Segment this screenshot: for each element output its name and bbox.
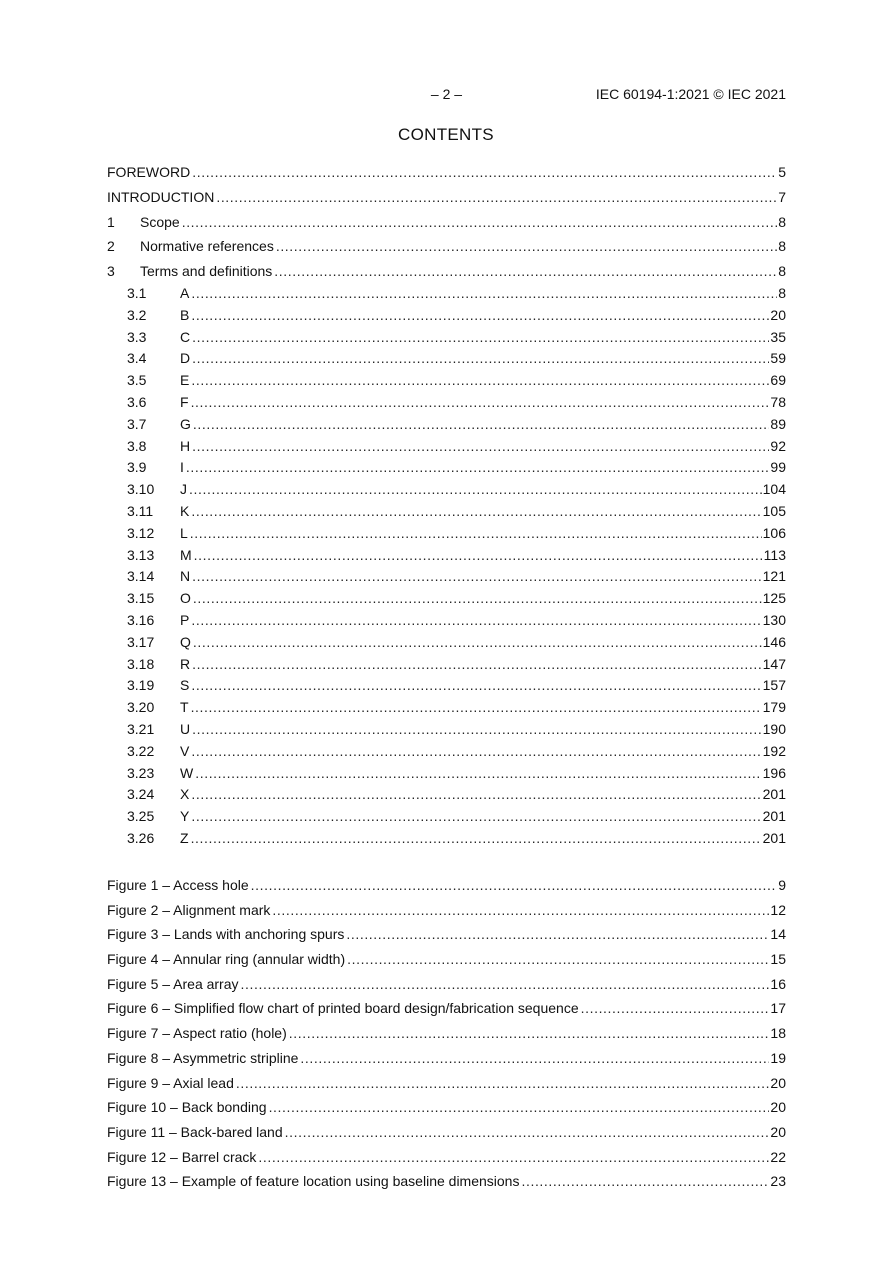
toc-entry[interactable]: [127, 370, 786, 392]
toc-entry-label: V: [180, 742, 190, 759]
dot-leader: [192, 719, 762, 741]
dot-leader: [192, 566, 762, 588]
toc-entry-label: T: [180, 699, 189, 716]
toc-entry[interactable]: [107, 259, 786, 284]
toc-entry-label: Figure 2 – Alignment mark: [107, 901, 271, 918]
toc-entry[interactable]: [127, 457, 786, 479]
dot-leader: [192, 654, 762, 676]
toc-entry-page: 9: [778, 877, 786, 893]
toc-entry[interactable]: [107, 234, 786, 259]
dot-leader: [276, 234, 777, 259]
toc-entry-label: Figure 4 – Annular ring (annular width): [107, 951, 346, 968]
toc-entry-number: 3.19: [127, 677, 155, 694]
toc-entry-number: 3.6: [127, 393, 147, 410]
dot-leader: [191, 784, 761, 806]
toc-entry-page: 99: [770, 459, 786, 476]
toc-entry-number: 3.7: [127, 415, 147, 432]
toc-entry-label: Q: [180, 633, 191, 650]
dot-leader: [347, 947, 769, 972]
toc-entry-label: U: [180, 720, 191, 737]
toc-entry-page: 59: [770, 350, 786, 367]
toc-entry-label: J: [180, 481, 187, 498]
toc-entry-label: Scope: [140, 213, 180, 230]
toc-entry-label: N: [180, 568, 191, 585]
toc-entry-page: 196: [762, 764, 786, 781]
toc-entry[interactable]: [127, 806, 786, 828]
dot-leader: [521, 1169, 769, 1194]
toc-entry-number: 3.24: [127, 786, 155, 803]
toc-entry-page: 89: [770, 415, 786, 432]
dot-leader: [216, 185, 777, 210]
toc-entry[interactable]: [127, 763, 786, 785]
toc-entry-label: F: [180, 393, 189, 410]
toc-entry[interactable]: [107, 210, 786, 235]
toc-entry-number: 3.15: [127, 590, 155, 607]
toc-entry[interactable]: [127, 501, 786, 523]
toc-entry-number: 3: [107, 263, 115, 280]
dot-leader: [193, 632, 762, 654]
toc-entry-page: 5: [778, 164, 786, 180]
toc-entry-page: 201: [762, 829, 786, 846]
toc-entry-page: 201: [762, 786, 786, 803]
toc-entry[interactable]: [127, 588, 786, 610]
dot-leader: [251, 873, 778, 898]
toc-entry-number: 3.12: [127, 524, 155, 541]
toc-entry-label: S: [180, 677, 190, 694]
toc-entry-number: 3.13: [127, 546, 155, 563]
toc-entry-label: E: [180, 372, 190, 389]
contents-title: CONTENTS: [398, 125, 494, 144]
toc-entry-label: K: [180, 502, 190, 519]
toc-entry[interactable]: [107, 1021, 786, 1046]
toc-entry-page: 12: [770, 901, 786, 918]
toc-entry-page: 8: [778, 238, 786, 255]
toc-entry-page: 157: [762, 677, 786, 694]
toc-entry[interactable]: [107, 1046, 786, 1071]
dot-leader: [190, 523, 762, 545]
toc-entry-page: 20: [770, 1099, 786, 1116]
toc-entry-page: 113: [763, 546, 786, 563]
toc-entry-page: 121: [762, 568, 786, 585]
toc-entry-number: 3.21: [127, 720, 155, 737]
toc-entry[interactable]: [107, 1095, 786, 1120]
toc-entry[interactable]: [127, 828, 786, 850]
dot-leader: [191, 675, 761, 697]
toc-entry-label: P: [180, 611, 190, 628]
toc-entry-page: 20: [770, 306, 786, 323]
toc-entry[interactable]: [107, 873, 786, 898]
dot-leader: [191, 370, 769, 392]
toc-entry-page: 22: [770, 1148, 786, 1165]
toc-main-section: [107, 160, 786, 284]
toc-entry-page: 179: [762, 699, 786, 716]
toc-entry-page: 92: [770, 437, 786, 454]
dot-leader: [191, 501, 761, 523]
toc-entry[interactable]: [107, 160, 786, 185]
dot-leader: [191, 828, 762, 850]
toc-entry[interactable]: [127, 327, 786, 349]
toc-entry-page: 8: [778, 285, 786, 301]
toc-entry[interactable]: [107, 922, 786, 947]
toc-entry-label: X: [180, 786, 190, 803]
toc-entry-label: B: [180, 306, 190, 323]
toc-entry-label: Figure 1 – Access hole: [107, 877, 249, 893]
toc-entry-page: 125: [762, 590, 786, 607]
list-of-figures: [107, 873, 786, 1194]
toc-entry[interactable]: [127, 479, 786, 501]
dot-leader: [581, 996, 770, 1021]
toc-entry[interactable]: [127, 566, 786, 588]
toc-entry-number: 3.16: [127, 611, 155, 628]
toc-entry-page: 8: [778, 263, 786, 280]
toc-entry-page: 192: [762, 742, 786, 759]
page-header: [107, 86, 786, 104]
toc-entry-number: 1: [107, 213, 115, 230]
toc-entry-page: 8: [778, 213, 786, 230]
dot-leader: [193, 588, 762, 610]
dot-leader: [189, 479, 762, 501]
toc-entry-number: 3.5: [127, 372, 147, 389]
toc-entry-label: W: [180, 764, 194, 781]
toc-entry[interactable]: [127, 719, 786, 741]
toc-entry-number: 2: [107, 238, 115, 255]
toc-entry[interactable]: [127, 675, 786, 697]
toc-entry[interactable]: [107, 185, 786, 210]
dot-leader: [191, 741, 761, 763]
toc-entry-page: 105: [762, 502, 786, 519]
dot-leader: [346, 922, 769, 947]
dot-leader: [274, 259, 777, 284]
toc-entry[interactable]: [127, 654, 786, 676]
toc-entry[interactable]: [127, 283, 786, 305]
toc-entry[interactable]: [127, 436, 786, 458]
dot-leader: [285, 1120, 770, 1145]
toc-entry-page: 104: [762, 481, 786, 498]
toc-entry-page: 147: [762, 655, 786, 672]
toc-entry-label: Figure 8 – Asymmetric stripline: [107, 1049, 299, 1066]
dot-leader: [186, 457, 770, 479]
dot-leader: [191, 697, 762, 719]
toc-entry-number: 3.22: [127, 742, 155, 759]
toc-entry-page: 20: [770, 1074, 786, 1091]
dot-leader: [191, 305, 769, 327]
toc-entry[interactable]: [107, 1169, 786, 1194]
toc-entry-label: Normative references: [140, 238, 274, 255]
toc-entry-label: Figure 5 – Area array: [107, 975, 239, 992]
toc-entry-number: 3.18: [127, 655, 155, 672]
toc-entry[interactable]: [127, 610, 786, 632]
toc-entry-label: Terms and definitions: [140, 263, 273, 280]
toc-entry[interactable]: [127, 348, 786, 370]
toc-entry-number: 3.8: [127, 437, 147, 454]
toc-entry-page: 201: [762, 808, 786, 825]
toc-entry-page: 130: [762, 611, 786, 628]
toc-entry-label: Figure 12 – Barrel crack: [107, 1148, 257, 1165]
toc-entry-page: 78: [770, 393, 786, 410]
toc-entry-label: A: [180, 285, 190, 301]
dot-leader: [192, 327, 769, 349]
toc-entry-number: 3.1: [127, 285, 147, 301]
dot-leader: [241, 972, 770, 997]
toc-entry-number: 3.17: [127, 633, 155, 650]
toc-subsection-list: [107, 283, 786, 850]
toc-entry-label: C: [180, 328, 191, 345]
dot-leader: [300, 1046, 769, 1071]
dot-leader: [191, 610, 761, 632]
dot-leader: [191, 283, 777, 305]
toc-entry-page: 190: [762, 720, 786, 737]
dot-leader: [269, 1095, 770, 1120]
toc-entry-label: INTRODUCTION: [107, 188, 215, 205]
dot-leader: [191, 392, 770, 414]
toc-entry-label: FOREWORD: [107, 164, 191, 180]
toc-entry-number: 3.23: [127, 764, 155, 781]
dot-leader: [194, 545, 763, 567]
toc-entry[interactable]: [107, 996, 786, 1021]
dot-leader: [272, 898, 769, 923]
toc-entry-label: H: [180, 437, 191, 454]
toc-entry[interactable]: [127, 523, 786, 545]
toc-entry-label: Figure 3 – Lands with anchoring spurs: [107, 926, 345, 943]
toc-entry[interactable]: [127, 392, 786, 414]
toc-entry[interactable]: [127, 741, 786, 763]
toc-entry-number: 3.14: [127, 568, 155, 585]
toc-entry-page: 20: [770, 1123, 786, 1140]
dot-leader: [192, 160, 777, 185]
toc-entry-number: 3.9: [127, 459, 147, 476]
toc-entry-label: Figure 13 – Example of feature location using baseline dimensions: [107, 1173, 520, 1190]
toc-entry-page: 146: [762, 633, 786, 650]
toc-entry-page: 16: [770, 975, 786, 992]
toc-entry-number: 3.10: [127, 481, 155, 498]
toc-entry[interactable]: [127, 784, 786, 806]
toc-entry-label: Y: [180, 808, 190, 825]
toc-entry-label: O: [180, 590, 191, 607]
dot-leader: [191, 806, 761, 828]
toc-entry-number: 3.26: [127, 829, 155, 846]
dot-leader: [192, 348, 769, 370]
dot-leader: [258, 1145, 769, 1170]
dot-leader: [195, 763, 761, 785]
toc-entry[interactable]: [107, 972, 786, 997]
document-id: IEC 60194-1:2021 © IEC 2021: [595, 86, 786, 102]
toc-entry-page: 15: [770, 951, 786, 968]
dot-leader: [192, 436, 769, 458]
toc-entry-page: 18: [770, 1025, 786, 1042]
toc-entry-page: 106: [762, 524, 786, 541]
toc-entry-label: Figure 10 – Back bonding: [107, 1099, 267, 1116]
toc-entry-number: 3.25: [127, 808, 155, 825]
toc-entry-label: Figure 6 – Simplified flow chart of printed board design/fabrication sequence: [107, 1000, 579, 1017]
dot-leader: [182, 210, 778, 235]
toc-entry[interactable]: [127, 305, 786, 327]
dot-leader: [236, 1071, 770, 1096]
dot-leader: [289, 1021, 770, 1046]
toc-entry-label: G: [180, 415, 191, 432]
toc-entry-number: 3.3: [127, 328, 147, 345]
toc-entry[interactable]: [127, 632, 786, 654]
toc-entry-label: R: [180, 655, 191, 672]
toc-entry-page: 23: [770, 1173, 786, 1190]
toc-entry[interactable]: [107, 898, 786, 923]
toc-entry[interactable]: [107, 1145, 786, 1170]
page-number: – 2 –: [430, 86, 463, 102]
toc-entry-label: Z: [180, 829, 189, 846]
toc-entry-page: 17: [770, 1000, 786, 1017]
toc-entry[interactable]: [107, 947, 786, 972]
toc-entry-label: I: [180, 459, 184, 476]
toc-entry[interactable]: [127, 545, 786, 567]
toc-entry-label: Figure 9 – Axial lead: [107, 1074, 234, 1091]
toc-entry-label: Figure 11 – Back-bared land: [107, 1123, 283, 1140]
toc-entry-page: 7: [778, 188, 786, 205]
toc-entry[interactable]: [107, 1071, 786, 1096]
toc-entry-number: 3.4: [127, 350, 147, 367]
toc-entry-page: 69: [770, 372, 786, 389]
toc-entry-page: 14: [770, 926, 786, 943]
toc-entry-label: M: [180, 546, 192, 563]
toc-entry-number: 3.2: [127, 306, 147, 323]
toc-entry-label: L: [180, 524, 188, 541]
toc-entry-label: D: [180, 350, 191, 367]
toc-entry[interactable]: [127, 697, 786, 719]
toc-entry[interactable]: [127, 414, 786, 436]
toc-entry[interactable]: [107, 1120, 786, 1145]
dot-leader: [193, 414, 770, 436]
toc-entry-page: 35: [770, 328, 786, 345]
toc-entry-label: Figure 7 – Aspect ratio (hole): [107, 1025, 287, 1042]
toc-entry-number: 3.11: [127, 502, 154, 519]
toc-entry-page: 19: [770, 1049, 786, 1066]
toc-entry-number: 3.20: [127, 699, 155, 716]
